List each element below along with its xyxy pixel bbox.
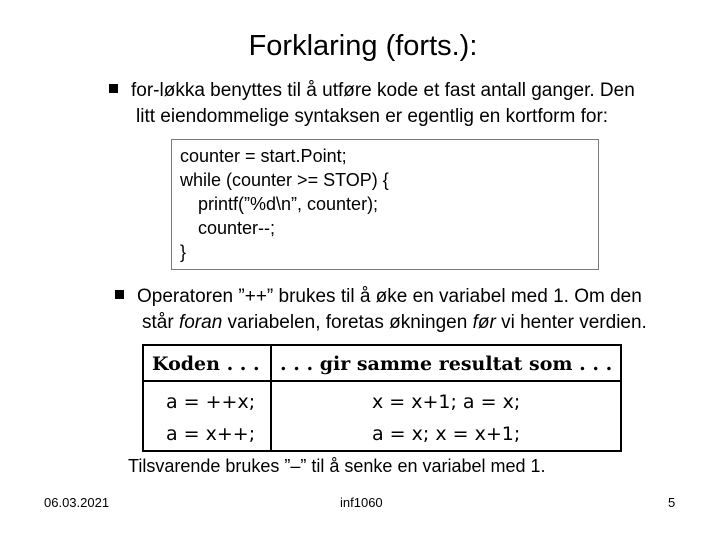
- bullet-line: [137, 310, 707, 336]
- bullet-increment-operator: [137, 284, 707, 336]
- table-column-divider: [270, 346, 272, 450]
- code-line: }: [180, 242, 187, 262]
- code-line: counter = start.Point;: [180, 146, 347, 166]
- decrement-note: Tilsvarende brukes ”–” til å senke en variabel med 1.: [128, 456, 546, 476]
- code-line: counter--;: [198, 218, 276, 238]
- code-block: [171, 139, 599, 270]
- code-line: printf(”%d\n”, counter);: [198, 194, 379, 214]
- operator-table: [142, 344, 622, 452]
- bullet-line: litt eiendommelige syntaksen er egentlig en kortform for:: [136, 106, 609, 127]
- table-header-cell: . . . gir samme resultat som . . .: [280, 353, 613, 375]
- footer-date: 06.03.2021: [44, 495, 110, 510]
- emphasis-for: før: [472, 312, 496, 333]
- table-header-cell: Koden . . .: [152, 353, 260, 375]
- bullet-for-loop: [131, 78, 701, 130]
- emphasis-foran: foran: [178, 312, 223, 333]
- table-cell: a = ++x;: [166, 391, 256, 413]
- bullet-line: Operatoren ”++” brukes til å øke en variabel med 1. Om den: [137, 286, 642, 307]
- table-cell: a = x; x = x+1;: [372, 423, 521, 445]
- text-run: vi henter verdien.: [495, 312, 647, 333]
- footer-page-number: 5: [668, 495, 676, 510]
- table-cell: x = x+1; a = x;: [372, 391, 521, 413]
- footer-course: inf1060: [340, 495, 383, 510]
- bullet-line: for-løkka benyttes til å utføre kode et fast antall ganger. Den: [131, 80, 635, 101]
- text-run: variabelen, foretas økningen: [222, 312, 473, 333]
- square-bullet-icon: [109, 84, 118, 93]
- slide-title: Forklaring (forts.):: [248, 30, 478, 62]
- square-bullet-icon: [115, 290, 124, 299]
- code-line: while (counter >= STOP) {: [180, 170, 389, 190]
- text-run: står: [142, 312, 179, 333]
- table-header-row: [144, 346, 620, 382]
- table-cell: a = x++;: [166, 423, 256, 445]
